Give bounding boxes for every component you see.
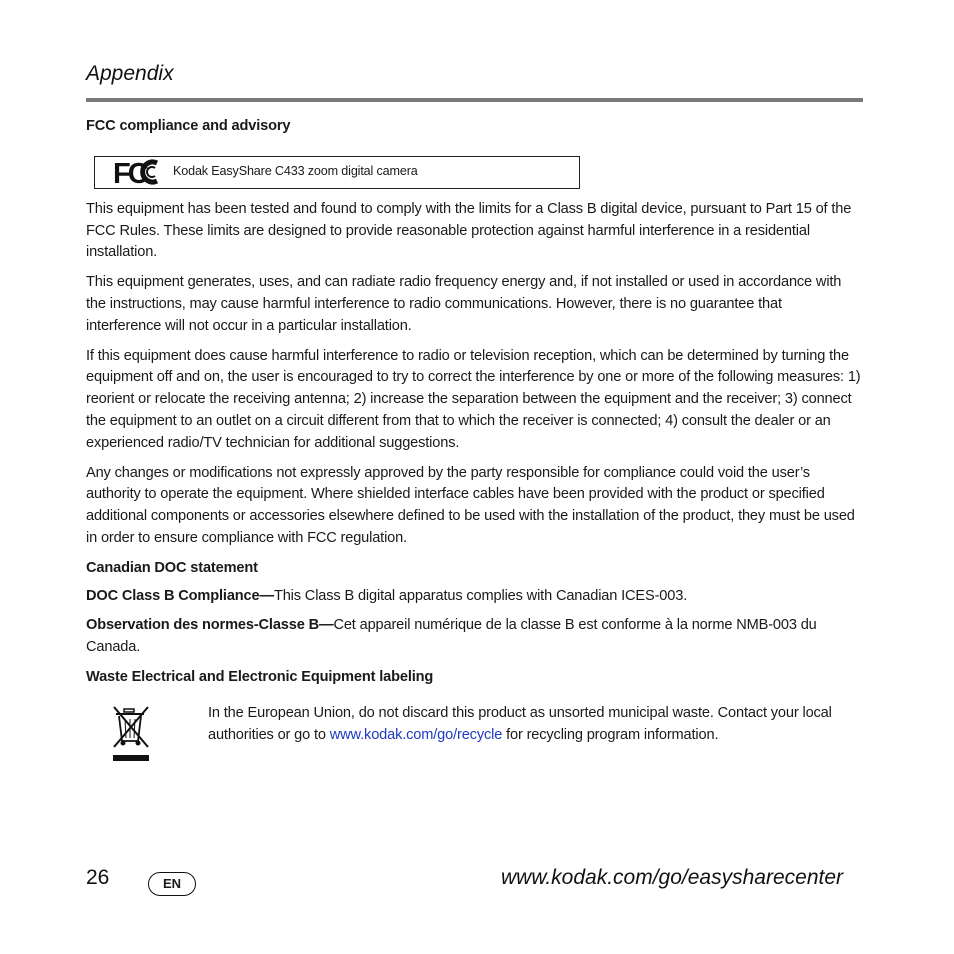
weee-heading: Waste Electrical and Electronic Equipment labeling [86, 668, 434, 685]
weee-section [86, 703, 861, 773]
recycle-link[interactable]: www.kodak.com/go/recycle [329, 726, 503, 743]
fcc-device-box [94, 156, 580, 189]
obs-normes [86, 615, 861, 659]
fcc-device-label: Kodak EasyShare C433 zoom digital camera [173, 164, 418, 179]
weee-text [208, 703, 861, 773]
fcc-paragraph-2: This equipment generates, uses, and can radiate radio frequency energy and, if not installed or used in accordance with the instructions, may cause harmful interference to radio communications. However, there is no guarantee that interference will not occur in a particular installation. [86, 274, 842, 334]
header-rule [86, 98, 863, 102]
doc-compliance [86, 586, 861, 608]
fcc-paragraph-4: Any changes or modifications not expressly approved by the party responsible for compliance could void the user’s authority to operate the equipment. Where shielded interface cables have been provided with the product or specified additional components or accessories elsewhere defined to be used with the installation of the product, they must be used in order to ensure compliance with FCC regulation. [86, 464, 855, 546]
crossed-bin-icon [112, 703, 172, 773]
footer-url: www.kodak.com/go/easysharecenter [501, 866, 843, 889]
page-content [86, 116, 861, 773]
fcc-heading: FCC compliance and advisory [86, 118, 291, 134]
weee-text-after: for recycling program information. [502, 726, 719, 743]
fcc-paragraph-3: If this equipment does cause harmful interference to radio or television reception, which can be determined by turning the equipment off and on, the user is encouraged to try to correct the interference by one or more of the following measures: 1) reorient or relocate the receiving antenna; 2) increase the separation between the equipment and the receiver; 3) connect the equipment to an outlet on a circuit different from that to which the receiver is connected; 4) consult the dealer or an experienced radio/TV technician for additional suggestions. [86, 347, 861, 451]
canada-heading: Canadian DOC statement [86, 559, 258, 576]
svg-text:FC: FC [113, 158, 146, 188]
fcc-paragraph-1: This equipment has been tested and found to comply with the limits for a Class B digital device, pursuant to Part 15 of the FCC Rules. These limits are designed to provide reasonable protection against harmful interference in a residential installation. [86, 200, 852, 261]
doc-compliance-label: DOC Class B Compliance— [86, 587, 274, 604]
weee-text-before: In the European Union, do not discard this product as unsorted municipal waste. Contact your local authorities or go to [208, 704, 832, 743]
section-title: Appendix [86, 62, 174, 85]
obs-normes-label: Observation des normes-Classe B— [86, 617, 334, 634]
obs-normes-text: Cet appareil numérique de la classe B est conforme à la norme NMB-003 du Canada. [86, 617, 817, 656]
fcc-logo-icon [113, 157, 159, 187]
doc-compliance-text: This Class B digital apparatus complies with Canadian ICES-003. [273, 587, 688, 604]
page-number: 26 [86, 866, 110, 889]
language-badge: EN [148, 872, 196, 896]
